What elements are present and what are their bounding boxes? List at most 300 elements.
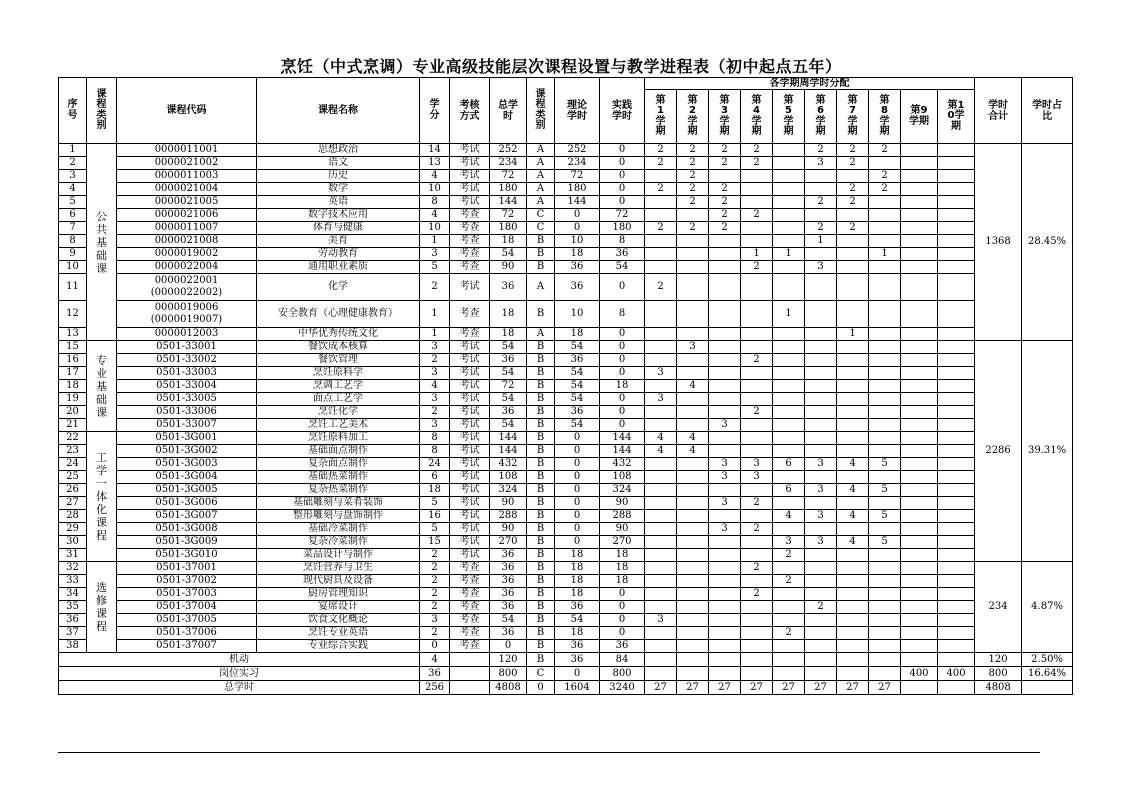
course-name-cell: 数字技术应用 — [257, 209, 420, 222]
semester-cell: 3 — [741, 458, 773, 471]
semester-cell — [645, 667, 677, 681]
semester-cell — [677, 536, 709, 549]
semester-cell — [773, 406, 805, 419]
code-cell: 0501-3G007 — [117, 510, 257, 523]
semester-cell — [837, 235, 869, 248]
semester-cell: 3 — [709, 471, 741, 484]
course-name-cell: 基础雕刻与菜肴装饰 — [257, 497, 420, 510]
course-name-cell: 美育 — [257, 235, 420, 248]
table-row — [59, 341, 1073, 354]
theory-cell: 0 — [555, 458, 600, 471]
credit-cell: 13 — [420, 157, 450, 170]
type-cell: B — [527, 653, 555, 667]
semester-cell: 2 — [741, 523, 773, 536]
ratio-cell: 16.64% — [1022, 667, 1073, 681]
exam-cell: 考试 — [450, 419, 490, 432]
type-cell: B — [527, 614, 555, 627]
semester-cell: 2 — [709, 144, 741, 157]
semester-cell: 2 — [773, 627, 805, 640]
semester-cell — [805, 627, 837, 640]
table-row — [59, 170, 1073, 183]
semester-cell — [869, 235, 901, 248]
semester-cell — [677, 419, 709, 432]
table-row — [59, 248, 1073, 261]
practice-cell: 144 — [600, 445, 645, 458]
header-semester-8 — [869, 90, 901, 144]
semester-cell: 3 — [805, 484, 837, 497]
semester-cell — [645, 562, 677, 575]
ratio-cell — [1022, 681, 1073, 695]
seq-cell: 3 — [59, 170, 87, 183]
semester-cell — [773, 601, 805, 614]
semester-cell — [869, 640, 901, 653]
seq-cell: 7 — [59, 222, 87, 235]
practice-cell: 432 — [600, 458, 645, 471]
semester-cell: 2 — [741, 588, 773, 601]
course-name-cell: 英语 — [257, 196, 420, 209]
header-semester-10 — [938, 90, 975, 144]
table-row — [59, 458, 1073, 471]
course-name-cell: 历史 — [257, 170, 420, 183]
semester-cell — [837, 367, 869, 380]
credit-cell: 2 — [420, 406, 450, 419]
course-name-cell: 现代厨具及设备 — [257, 575, 420, 588]
hours-cell: 72 — [490, 209, 527, 222]
practice-cell: 8 — [600, 301, 645, 328]
semester-cell — [741, 510, 773, 523]
code-cell: 0000022004 — [117, 261, 257, 274]
semester-cell: 2 — [773, 549, 805, 562]
code-cell: 0000011001 — [117, 144, 257, 157]
semester-cell: 27 — [677, 681, 709, 695]
practice-cell: 0 — [600, 196, 645, 209]
exam-cell: 考试 — [450, 157, 490, 170]
hours-cell: 36 — [490, 588, 527, 601]
practice-cell: 0 — [600, 588, 645, 601]
semester-cell — [741, 667, 773, 681]
semester-cell — [805, 562, 837, 575]
exam-cell — [450, 667, 490, 681]
semester-cell — [645, 653, 677, 667]
semester-cell: 2 — [677, 170, 709, 183]
seq-cell: 9 — [59, 248, 87, 261]
semester-cell — [709, 367, 741, 380]
exam-cell: 考试 — [450, 367, 490, 380]
semester-cell: 3 — [677, 341, 709, 354]
course-name-cell: 劳动教育 — [257, 248, 420, 261]
summary-label-cell: 岗位实习 — [59, 667, 420, 681]
semester-cell — [645, 640, 677, 653]
semester-cell — [869, 354, 901, 367]
credit-cell: 3 — [420, 248, 450, 261]
semester-cell: 27 — [741, 681, 773, 695]
semester-cell — [645, 601, 677, 614]
semester-cell — [677, 301, 709, 328]
course-name-cell: 烹饪化学 — [257, 406, 420, 419]
semester-cell — [709, 484, 741, 497]
table-row — [59, 614, 1073, 627]
semester-cell: 2 — [741, 261, 773, 274]
seq-cell: 16 — [59, 354, 87, 367]
table-row — [59, 196, 1073, 209]
course-name-cell: 中华优秀传统文化 — [257, 328, 420, 341]
semester-cell — [901, 354, 938, 367]
header-semester-label: 第8学期 — [879, 94, 890, 137]
semester-cell — [938, 354, 975, 367]
theory-cell: 36 — [555, 274, 600, 301]
semester-cell: 2 — [741, 497, 773, 510]
header-semester-label: 第4学期 — [751, 94, 762, 137]
semester-cell: 2 — [869, 170, 901, 183]
semester-cell — [773, 445, 805, 458]
theory-cell: 0 — [555, 510, 600, 523]
code-cell: 0501-37001 — [117, 562, 257, 575]
semester-cell — [677, 562, 709, 575]
semester-cell: 2 — [741, 209, 773, 222]
credit-cell: 10 — [420, 222, 450, 235]
semester-cell — [677, 484, 709, 497]
semester-cell: 2 — [677, 222, 709, 235]
semester-cell — [837, 393, 869, 406]
semester-cell — [938, 681, 975, 695]
credit-cell: 1 — [420, 235, 450, 248]
semester-cell — [805, 471, 837, 484]
header-total: 学时合计 — [975, 78, 1022, 144]
seq-cell: 15 — [59, 341, 87, 354]
semester-cell — [938, 562, 975, 575]
exam-cell: 考试 — [450, 458, 490, 471]
table-row — [59, 575, 1073, 588]
semester-cell — [741, 274, 773, 301]
semester-cell — [837, 471, 869, 484]
course-name-cell: 安全教育（心理健康教育） — [257, 301, 420, 328]
exam-cell: 考试 — [450, 549, 490, 562]
semester-cell: 6 — [773, 458, 805, 471]
hours-cell: 54 — [490, 248, 527, 261]
practice-cell: 0 — [600, 367, 645, 380]
theory-cell: 0 — [555, 222, 600, 235]
table-row — [59, 367, 1073, 380]
semester-cell — [938, 328, 975, 341]
type-cell: B — [527, 562, 555, 575]
semester-cell — [805, 419, 837, 432]
semester-cell: 2 — [837, 144, 869, 157]
course-name-cell: 菜品设计与制作 — [257, 549, 420, 562]
semester-cell — [901, 458, 938, 471]
semester-cell — [901, 497, 938, 510]
table-row — [59, 209, 1073, 222]
semester-cell — [837, 445, 869, 458]
code-cell: 0501-3G002 — [117, 445, 257, 458]
semester-cell — [741, 170, 773, 183]
type-cell: B — [527, 458, 555, 471]
exam-cell: 考试 — [450, 144, 490, 157]
course-name-cell: 宴席设计 — [257, 601, 420, 614]
hours-cell: 180 — [490, 222, 527, 235]
code-cell: 0501-37006 — [117, 627, 257, 640]
header-ratio: 学时占比 — [1022, 78, 1073, 144]
semester-cell — [709, 248, 741, 261]
exam-cell: 考试 — [450, 406, 490, 419]
semester-cell — [837, 614, 869, 627]
semester-cell — [837, 549, 869, 562]
hours-cell: 324 — [490, 484, 527, 497]
semester-cell — [901, 575, 938, 588]
semester-cell — [869, 471, 901, 484]
semester-cell — [741, 393, 773, 406]
practice-cell: 0 — [600, 328, 645, 341]
table-row — [59, 588, 1073, 601]
table-row — [59, 471, 1073, 484]
semester-cell: 400 — [901, 667, 938, 681]
total-hours-cell: 4808 — [975, 681, 1022, 695]
type-cell: A — [527, 196, 555, 209]
semester-cell — [901, 196, 938, 209]
semester-cell — [709, 510, 741, 523]
summary-row — [59, 681, 1073, 695]
table-row — [59, 261, 1073, 274]
course-name-cell: 数学 — [257, 183, 420, 196]
exam-cell: 考查 — [450, 209, 490, 222]
header-category: 课程类别 — [87, 78, 117, 144]
semester-cell — [805, 341, 837, 354]
semester-cell — [805, 328, 837, 341]
semester-cell — [938, 209, 975, 222]
ratio-cell: 2.50% — [1022, 653, 1073, 667]
semester-cell — [938, 484, 975, 497]
practice-cell: 0 — [600, 419, 645, 432]
semester-cell: 2 — [805, 196, 837, 209]
semester-cell — [901, 393, 938, 406]
exam-cell: 考查 — [450, 301, 490, 328]
practice-cell: 0 — [600, 144, 645, 157]
semester-cell — [677, 471, 709, 484]
semester-cell: 4 — [677, 445, 709, 458]
credit-cell: 4 — [420, 653, 450, 667]
seq-cell: 8 — [59, 235, 87, 248]
semester-cell — [938, 261, 975, 274]
semester-cell — [938, 235, 975, 248]
type-cell: C — [527, 667, 555, 681]
seq-cell: 29 — [59, 523, 87, 536]
hours-cell: 252 — [490, 144, 527, 157]
semester-cell — [938, 406, 975, 419]
semester-cell — [709, 588, 741, 601]
semester-cell: 27 — [805, 681, 837, 695]
semester-cell — [773, 588, 805, 601]
semester-cell — [837, 261, 869, 274]
course-name-cell: 语文 — [257, 157, 420, 170]
theory-cell: 36 — [555, 261, 600, 274]
semester-cell: 3 — [709, 419, 741, 432]
header-semester-7 — [837, 90, 869, 144]
course-name-cell: 基础面点制作 — [257, 445, 420, 458]
hours-cell: 800 — [490, 667, 527, 681]
practice-cell: 0 — [600, 341, 645, 354]
semester-cell — [901, 419, 938, 432]
seq-cell: 38 — [59, 640, 87, 653]
exam-cell: 考查 — [450, 575, 490, 588]
table-row — [59, 640, 1073, 653]
semester-cell — [938, 640, 975, 653]
theory-cell: 0 — [555, 445, 600, 458]
semester-cell — [901, 471, 938, 484]
semester-cell — [645, 406, 677, 419]
semester-cell — [901, 614, 938, 627]
table-row — [59, 157, 1073, 170]
semester-cell: 2 — [805, 222, 837, 235]
semester-cell — [645, 170, 677, 183]
type-cell: C — [527, 222, 555, 235]
code-cell — [117, 301, 257, 328]
type-cell: B — [527, 510, 555, 523]
semester-cell — [869, 380, 901, 393]
semester-cell: 2 — [645, 183, 677, 196]
semester-cell — [741, 549, 773, 562]
semester-cell — [709, 549, 741, 562]
semester-cell — [805, 248, 837, 261]
theory-cell: 18 — [555, 588, 600, 601]
type-cell: B — [527, 601, 555, 614]
semester-cell — [837, 170, 869, 183]
semester-cell — [645, 209, 677, 222]
semester-cell — [938, 301, 975, 328]
type-cell: A — [527, 170, 555, 183]
ratio-cell: 4.87% — [1022, 562, 1073, 653]
hours-cell: 54 — [490, 614, 527, 627]
semester-cell — [805, 653, 837, 667]
semester-cell — [773, 183, 805, 196]
semester-cell: 3 — [805, 510, 837, 523]
course-name-cell: 烹饪工艺美术 — [257, 419, 420, 432]
semester-cell — [805, 406, 837, 419]
credit-cell: 3 — [420, 367, 450, 380]
summary-label-cell: 机动 — [59, 653, 420, 667]
semester-cell — [869, 667, 901, 681]
semester-cell — [773, 523, 805, 536]
semester-cell: 5 — [869, 458, 901, 471]
table-row — [59, 393, 1073, 406]
semester-cell: 6 — [773, 484, 805, 497]
table-row — [59, 445, 1073, 458]
semester-cell: 2 — [741, 157, 773, 170]
semester-cell — [938, 274, 975, 301]
header-semester-2 — [677, 90, 709, 144]
theory-cell: 0 — [555, 484, 600, 497]
credit-cell: 2 — [420, 274, 450, 301]
semester-cell: 2 — [837, 183, 869, 196]
semester-cell: 3 — [805, 157, 837, 170]
semester-cell — [901, 536, 938, 549]
code-cell: 0501-33006 — [117, 406, 257, 419]
credit-cell: 3 — [420, 341, 450, 354]
theory-cell: 10 — [555, 301, 600, 328]
semester-cell — [901, 484, 938, 497]
code-cell: 0000021006 — [117, 209, 257, 222]
header-semester-label: 第5学期 — [783, 94, 794, 137]
code-cell: 0501-33002 — [117, 354, 257, 367]
exam-cell: 考试 — [450, 380, 490, 393]
semester-cell — [837, 653, 869, 667]
semester-cell — [938, 601, 975, 614]
semester-cell — [773, 170, 805, 183]
semester-cell — [773, 471, 805, 484]
semester-cell: 1 — [837, 328, 869, 341]
code-cell: 0000021008 — [117, 235, 257, 248]
header-semester-6 — [805, 90, 837, 144]
summary-row — [59, 667, 1073, 681]
hours-cell: 36 — [490, 406, 527, 419]
exam-cell: 考查 — [450, 248, 490, 261]
semester-cell — [645, 328, 677, 341]
theory-cell: 18 — [555, 328, 600, 341]
semester-cell — [901, 406, 938, 419]
semester-cell: 2 — [805, 144, 837, 157]
semester-cell: 3 — [645, 367, 677, 380]
seq-cell: 19 — [59, 393, 87, 406]
header-seq: 序号 — [59, 78, 87, 144]
type-cell: A — [527, 157, 555, 170]
semester-cell: 1 — [773, 248, 805, 261]
semester-cell: 27 — [645, 681, 677, 695]
header-semester-3 — [709, 90, 741, 144]
seq-cell: 30 — [59, 536, 87, 549]
semester-cell: 4 — [645, 445, 677, 458]
semester-cell — [773, 157, 805, 170]
semester-cell — [741, 367, 773, 380]
semester-cell — [645, 627, 677, 640]
hours-cell: 36 — [490, 562, 527, 575]
semester-cell — [938, 367, 975, 380]
course-name-cell: 餐饮成本核算 — [257, 341, 420, 354]
seq-cell: 13 — [59, 328, 87, 341]
header-name: 课程名称 — [257, 78, 420, 144]
semester-cell: 4 — [677, 432, 709, 445]
semester-cell — [938, 458, 975, 471]
type-cell: B — [527, 471, 555, 484]
code-cell: 0501-37002 — [117, 575, 257, 588]
theory-cell: 54 — [555, 341, 600, 354]
semester-cell — [805, 354, 837, 367]
semester-cell: 3 — [645, 614, 677, 627]
semester-cell: 2 — [677, 144, 709, 157]
practice-cell: 54 — [600, 261, 645, 274]
type-cell: B — [527, 627, 555, 640]
semester-cell — [837, 667, 869, 681]
semester-cell — [837, 341, 869, 354]
exam-cell: 考试 — [450, 196, 490, 209]
type-cell: B — [527, 432, 555, 445]
semester-cell — [677, 497, 709, 510]
theory-cell: 234 — [555, 157, 600, 170]
semester-cell — [938, 588, 975, 601]
semester-cell — [741, 653, 773, 667]
category-cell: 公共基础课 — [87, 144, 117, 341]
seq-cell: 20 — [59, 406, 87, 419]
table-row — [59, 274, 1073, 301]
exam-cell: 考查 — [450, 627, 490, 640]
header-semester-4 — [741, 90, 773, 144]
seq-cell: 23 — [59, 445, 87, 458]
theory-cell: 36 — [555, 640, 600, 653]
seq-cell: 24 — [59, 458, 87, 471]
semester-cell — [645, 248, 677, 261]
practice-cell: 108 — [600, 471, 645, 484]
semester-cell — [741, 380, 773, 393]
semester-cell — [709, 601, 741, 614]
credit-cell: 4 — [420, 380, 450, 393]
type-cell: A — [527, 328, 555, 341]
